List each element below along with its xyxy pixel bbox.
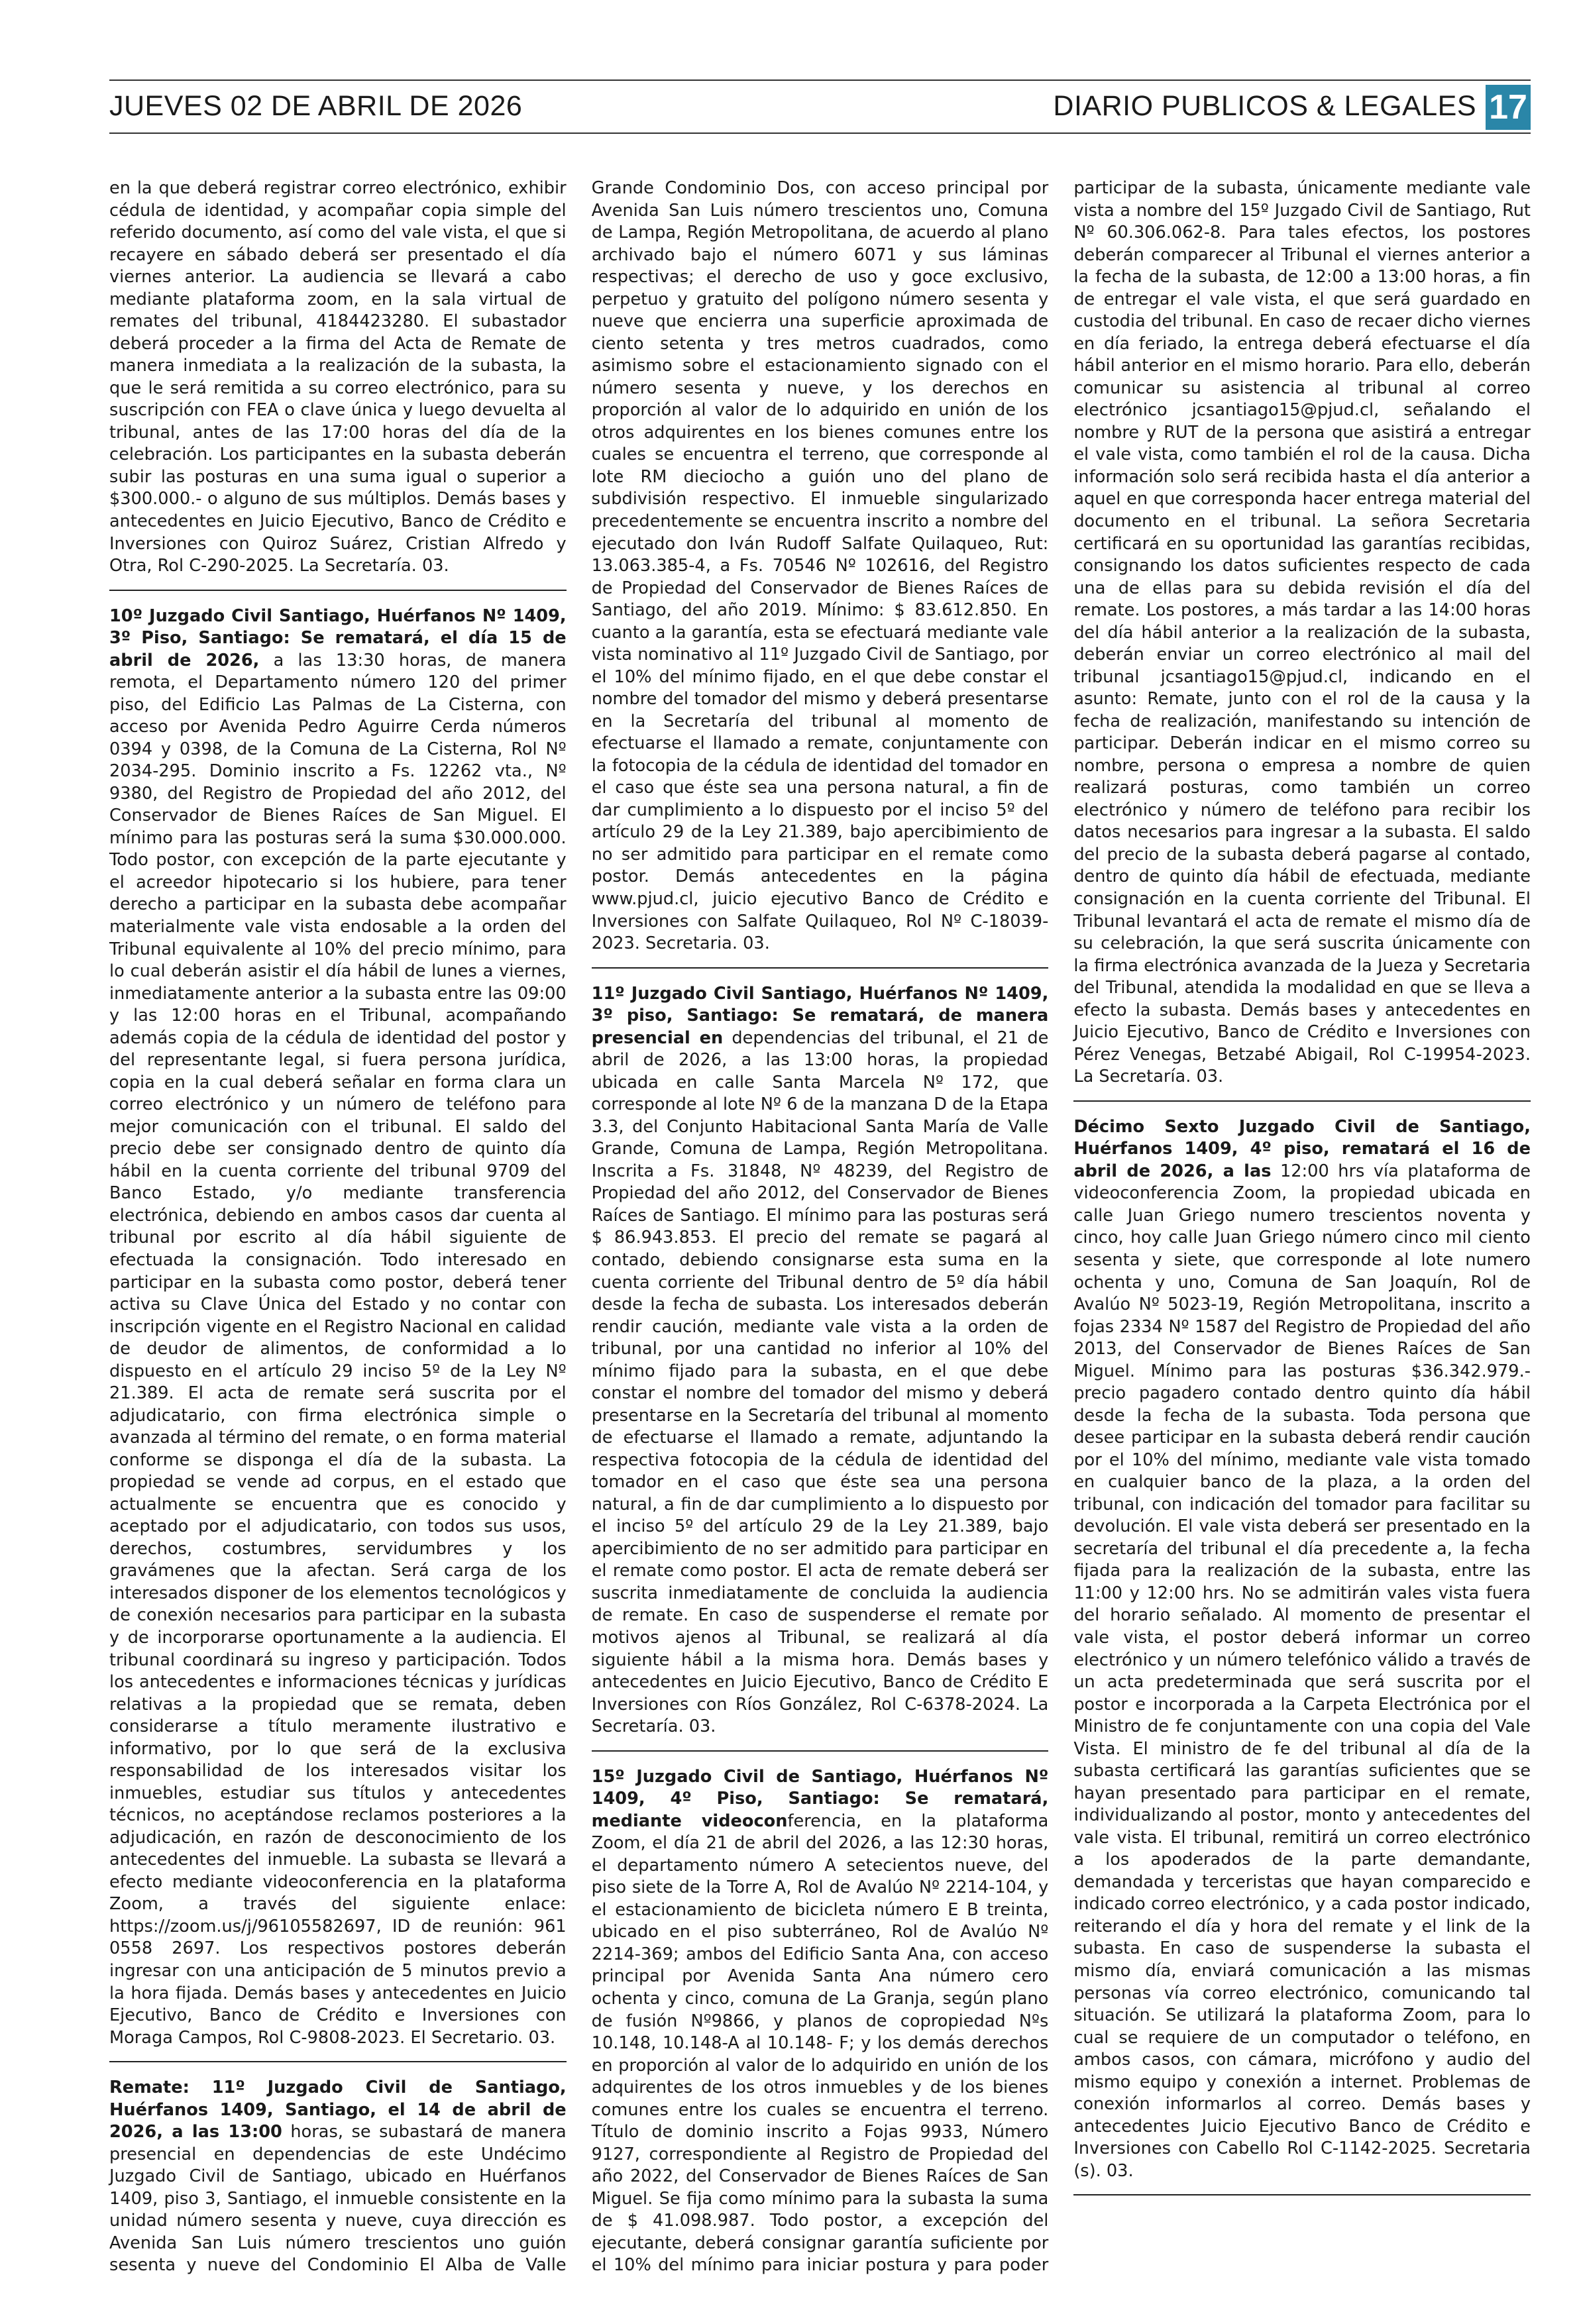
notice-11-juzgado-santa-marcela [592, 983, 1049, 1738]
notice-continuation [109, 178, 567, 578]
notice-lead: Décimo Sexto Juzgado Civil de Santiago, Huérfanos 1409, 4º piso, rematará el 16 de abril de 2026, a las [1073, 1116, 1531, 1181]
notice-lead: 10º Juzgado Civil Santiago, Huérfanos Nº 1409, 3º Piso, Santiago: Se rematará, el día 15 de abril de 2026, [109, 606, 567, 670]
notice-separator [109, 590, 567, 591]
notice-body: horas, se subastará de manera presencial en dependencias de este Undécimo Juzgado Civil de Santiago, ubicado en Huérfanos 1409, piso 3, Santiago, el inmueble consistente en la unidad número sesenta y nueve, cuya dirección es Avenida San Luis número trescientos uno guión sesenta y nueve del Condominio El Alba de Valle Grande Condominio Dos, con acceso principal por Avenida San Luis número trescientos uno, Comuna de Lampa, Región Metropolitana, de acuerdo al plano archivado bajo el número 6071 y sus láminas respectivas; el derecho de uso y goce exclusivo, perpetuo y gratuito del polígono número sesenta y nueve que encierra una superficie aproximada de ciento setenta y tres metros cuadrados, como asimismo sobre el estacionamiento signado con el número sesenta y nueve, y los derechos en proporción al valor de lo adquirido en unión de los otros adquirentes en los bienes comunes entre los cuales se encuentra el terreno, que corresponde al lote RM dieciocho a guión uno del plano de subdivisión respectivo. El inmueble singularizado precedentemente se encuentra inscrito a nombre del ejecutado don Iván Rudoff Salfate Quilaqueo, Rut: 13.063.385-4, a Fs. 70546 Nº 102616, del Registro de Propiedad del Conservador de Bienes Raíces de Santiago, del año 2019. Mínimo: $ 83.612.850. En cuanto a la garantía, esta se efectuará mediante vale vista nominativo al 11º Juzgado Civil de Santiago, por el 10% del mínimo fijado, en el que debe constar el nombre del tomador del mismo y deberá presentarse en la Secretaría del tribunal al momento de efectuarse el llamado a remate, conjuntamente con la fotocopia de la cédula de identidad del tomador en el caso que éste sea una persona natural, a fin de dar cumplimiento a lo dispuesto por el inciso 5º del artículo 29 de la Ley 21.389, bajo apercibimiento de no ser admitido para participar en el remate como postor. Demás antecedentes en la página www.pjud.cl, juicio ejecutivo Banco de Crédito e Inversiones con Salfate Quilaqueo, Rol Nº C-18039-2023. Secretaria. 03. [109, 178, 1049, 2276]
notice-separator [1073, 1100, 1531, 1102]
notice-separator [1073, 2194, 1531, 2195]
notice-body: dependencias del tribunal, el 21 de abril de 2026, a las 13:00 horas, la propiedad ubicada en calle Santa Marcela Nº 172, que corresponde al lote Nº 6 de la manzana D de la Etapa 3.3, del Conjunto Habitacional Santa María de Valle Grande, Comuna de Lampa, Región Metropolitana. Inscrita a Fs. 31848, Nº 48239, del Registro de Propiedad del año 2012, del Conservador de Bienes Raíces de Santiago. El mínimo para las posturas será $ 86.943.853. El precio del remate se pagará al contado, debiendo consignarse esta suma en la cuenta corriente del Tribunal dentro de 5º día hábil desde la fecha de subasta. Los interesados deberán rendir caución, mediante vale vista a la orden de tribunal, por una cantidad no inferior al 10% del mínimo fijado para la subasta, en el que debe constar el nombre del tomador del mismo y deberá presentarse en la Secretaría del tribunal al momento de efectuarse el llamado a remate, adjuntando la respectiva fotocopia de la cédula de identidad del tomador en el caso que éste sea una persona natural, a fin de dar cumplimiento a lo dispuesto por el inciso 5º del artículo 29 de la Ley 21.389, bajo apercibimiento de no ser admitido para participar en el remate como postor. El acta de remate deberá ser suscrita inmediatamente de concluida la audiencia de remate. En caso de suspenderse el remate por motivos ajenos al Tribunal, se realizará al día siguiente hábil a la misma hora. Demás bases y antecedentes en Juicio Ejecutivo, Banco de Crédito E Inversiones con Ríos González, Rol C-6378-2024. La Secretaría. 03. [591, 1028, 1049, 1737]
notice-separator [592, 1750, 1049, 1752]
notice-lead: Remate: 11º Juzgado Civil de Santiago, Huérfanos 1409, Santiago, el 14 de abril de 2026, a las 13:00 [109, 2078, 567, 2142]
article-flow [109, 178, 1531, 2298]
header-publication-name: DIARIO PUBLICOS & LEGALES [1053, 90, 1476, 122]
notice-separator [592, 967, 1049, 969]
notice-separator [109, 2061, 567, 2062]
notice-body: ferencia, en la plataforma Zoom, el día 21 de abril del 2026, a las 12:30 horas, el departamento número A setecientos nueve, del piso siete de la Torre A, Rol de Avalúo Nº 2214-104, y el estacionamiento de bicicleta número E B treinta, ubicado en el piso subterráneo, Rol de Avalúo Nº 2214-369; ambos del Edificio Santa Ana, con acceso principal por Avenida Santa Ana número cero ochenta y cinco, comuna de La Granja, según plano de fusión Nº9866, y planos de copropiedad Nºs 10.148, 10.148-A al 10.148- F; y los demás derechos en proporción al valor de lo adquirido en unión de los adquirentes de los otros inmuebles y de los bienes comunes entre los cuales se encuentra el terreno. Título de dominio inscrito a Fojas 9933, Número 9127, correspondiente al Registro de Propiedad del año 2022, del Conservador de Bienes Raíces de San Miguel. Se fija como mínimo para la subasta la suma de $ 41.098.987. Todo postor, a excepción del ejecutante, deberá consignar garantía suficiente por el 10% del mínimo para iniciar postura y para poder participar de la subasta, únicamente mediante vale vista a nombre del 15º Juzgado Civil de Santiago, Rut Nº 60.306.062-8. Para tales efectos, los postores deberán comparecer al Tribunal el viernes anterior a la fecha de la subasta, de 12:00 a 13:00 horas, a fin de entregar el vale vista, el que será guardado en custodia del tribunal. En caso de recaer dicho viernes en día feriado, la entrega deberá efectuarse el día hábil anterior en el mismo horario. Para ello, deberán comunicar su asistencia al tribunal al correo electrónico jcsantiago15@pjud.cl, señalando el nombre y RUT de la persona que asistirá a entregar el vale vista, como también el rol de la causa. Dicha información solo será recibida hasta el día anterior a aquel en que corresponda hacer entrega material del documento en el tribunal. La señora Secretaria certificará en su oportunidad las garantías recibidas, consignando los datos suficientes respecto de cada una de ellas para su debida revisión el día del remate. Los postores, a más tardar a las 14:00 horas del día hábil anterior a la realización de la subasta, deberán enviar un correo electrónico al mail del tribunal jcsantiago15@pjud.cl, indicando en el asunto: Remate, junto con el rol de la causa y la fecha de realización, manifestando su intención de participar. Deberán indicar en el mismo correo su nombre, persona o empresa a nombre de quien realizará posturas, como también un correo electrónico y número de teléfono para recibir los datos necesarios para ingresar a la subasta. El saldo del precio de la subasta deberá pagarse al contado, dentro de quinto día hábil de efectuada, mediante consignación en la cuenta corriente del Tribunal. El Tribunal levantará el acta de remate el mismo día de su celebración, la que será suscrita únicamente con la firma electrónica avanzada de la Jueza y Secretaria del Tribunal, atendida la modalidad en que se lleva a efecto la subasta. Demás bases y antecedentes en Juicio Ejecutivo, Banco de Crédito e Inversiones con Pérez Venegas, Betzabé Abigail, Rol C-19954-2023. La Secretaría. 03. [591, 178, 1531, 2276]
header-date: JUEVES 02 DE ABRIL DE 2026 [109, 90, 523, 122]
notice-16-juzgado [1073, 1116, 1531, 2183]
header-bottom-rule [109, 132, 1531, 134]
notice-lead: 15º Juzgado Civil de Santiago, Huérfanos Nº 1409, 4º Piso, Santiago: Se rematará, mediante videocon [591, 1766, 1049, 1831]
page-header [109, 85, 1531, 130]
notice-lead: 11º Juzgado Civil Santiago, Huérfanos Nº 1409, 3º piso, Santiago: Se rematará, de manera presencial en [591, 983, 1049, 1048]
notice-body: a las 13:30 horas, de manera remota, el Departamento número 120 del primer piso, del Edificio Las Palmas de La Cisterna, con acceso por Avenida Pedro Aguirre Cerda números 0394 y 0398, de la Comuna de La Cisterna, Rol Nº 2034-295. Dominio inscrito a Fs. 12262 vta., Nº 9380, del Registro de Propiedad del año 2012, del Conservador de Bienes Raíces de San Miguel. El mínimo para las posturas será la suma $30.000.000. Todo postor, con excepción de la parte ejecutante y el acreedor hipotecario si los hubiere, para tener derecho a participar en la subasta debe acompañar materialmente vale vista endosable a la orden del Tribunal equivalente al 10% del precio mínimo, para lo cual deberán asistir el día hábil de lunes a viernes, inmediatamente anterior a la subasta entre las 09:00 y las 12:00 horas en el Tribunal, acompañando además copia de la cédula de identidad del postor y del representante legal, si fuera persona jurídica, copia en la cual deberá señalar en forma clara un correo electrónico y un número de teléfono para mejor comunicación con el tribunal. El saldo del precio debe ser consignado dentro de quinto día hábil en la cuenta corriente del tribunal 9709 del Banco Estado, y/o mediante transferencia electrónica, debiendo en ambos casos dar cuenta al tribunal por escrito al día hábil siguiente de efectuada la consignación. Todo interesado en participar en la subasta como postor, deberá tener activa su Clave Única del Estado y no contar con inscripción vigente en el Registro Nacional en calidad de deudor de alimentos, de conformidad a lo dispuesto en el artículo 29 inciso 5º de la Ley Nº 21.389. El acta de remate será suscrita por el adjudicatario, con firma electrónica simple o avanzada al término del remate, o en forma material conforme se disponga el día de la subasta. La propiedad se vende ad corpus, en el estado que actualmente se encuentra que es conocido y aceptado por el adjudicatario, con todos sus usos, derechos, costumbres, servidumbres y los gravámenes que la afectan. Será carga de los interesados disponer de los elementos tecnológicos y de conexión necesarios para participar en la subasta y de incorporarse oportunamente a la audiencia. El tribunal coordinará su ingreso y participación. Todos los antecedentes e informaciones técnicas y jurídicas relativas a la propiedad que se remata, deben considerarse a título meramente ilustrativo e informativo, por lo que será de la exclusiva responsabilidad de los interesados visitar los inmuebles, estudiar sus títulos y antecedentes técnicos, no aceptándose reclamos posteriores a la adjudicación, en razón de desconocimiento de los antecedentes del inmueble. La subasta se llevará a efecto mediante videoconferencia en la plataforma Zoom, a través del siguiente enlace: https://zoom.us/j/96105582697, ID de reunión: 961 0558 2697. Los respectivos postores deberán ingresar con una anticipación de 5 minutos previo a la hora fijada. Demás bases y antecedentes en Juicio Ejecutivo, Banco de Crédito e Inversiones con Moraga Campos, Rol C-9808-2023. El Secretario. 03. [109, 650, 567, 2048]
header-top-rule [109, 79, 1531, 81]
notice-body: 12:00 hrs vía plataforma de videoconferencia Zoom, la propiedad ubicada en calle Juan Griego numero trescientos noventa y cinco, hoy calle Juan Griego número cinco mil ciento sesenta y siete, que corresponde al lote numero ochenta y uno, Comuna de San Joaquín, Rol de Avalúo Nº 5023-19, Región Metropolitana, inscrito a fojas 2334 Nº 1587 del Registro de Propiedad del año 2013, del Conservador de Bienes Raíces de San Miguel. Mínimo para las posturas $36.342.979.- precio pagadero contado dentro quinto día hábil desde la fecha de la subasta. Toda persona que desee participar en la subasta deberá rendir caución por el 10% del mínimo, mediante vale vista tomado en cualquier banco de la plaza, a la orden del tribunal, con indicación del tomador para facilitar su devolución. El vale vista deberá ser presentado en la secretaría del tribunal el día precedente a, la fecha fijada para la realización de la subasta, entre las 11:00 y 12:00 hrs. No se admitirán vales vista fuera del horario señalado. Al momento de presentar el vale vista, el postor deberá informar un correo electrónico y un número telefónico válido a través de un acta predeterminada que será suscrita por el postor e incorporada a la Carpeta Electrónica por el Ministro de fe conjuntamente con una copia del Vale Vista. El ministro de fe del tribunal al día de la subasta certificará las garantías suficientes que se hayan presentado para participar en el remate, individualizando al postor, monto y antecedentes del vale vista. El tribunal, remitirá un correo electrónico a los apoderados de la parte demandante, demandada y terceristas que hayan comparecido e indicado correo electrónico, y a cada postor indicado, reiterando el día y hora del remate y el link de la subasta. En caso de suspenderse la subasta el mismo día, enviará comunicación a las mismas personas vía correo electrónico, comunicando tal situación. Se utilizará la plataforma Zoom, para lo cual se requiere de un computador o teléfono, en ambos casos, con cámara, micrófono y audio del mismo equipo y conexión a internet. Problemas de conexión informarlos al correo. Demás bases y antecedentes Juicio Ejecutivo Banco de Crédito e Inversiones con Cabello Rol C-1142-2025. Secretaria (s). 03. [1073, 1161, 1531, 2181]
notice-body: en la que deberá registrar correo electrónico, exhibir cédula de identidad, y acompañar copia simple del referido documento, así como del vale vista, el que si recayere en sábado deberá ser presentado el día viernes anterior. La audiencia se llevará a cabo mediante plataforma zoom, en la sala virtual de remates del tribunal, 4184423280. El subastador deberá proceder a la firma del Acta de Remate de manera inmediata a la realización de la subasta, la que le será remitida a su correo electrónico, para su suscripción con FEA o clave única y luego devuelta al tribunal, antes de las 17:00 horas del día de la celebración. Los participantes en la subasta deberán subir las posturas en una suma igual o superior a $300.000.- o alguno de sus múltiplos. Demás bases y antecedentes en Juicio Ejecutivo, Banco de Crédito e Inversiones con Quiroz Suárez, Cristian Alfredo y Otra, Rol C-290-2025. La Secretaría. 03. [109, 178, 567, 576]
page-number-badge: 17 [1486, 85, 1531, 130]
notice-10-juzgado [109, 606, 567, 2050]
